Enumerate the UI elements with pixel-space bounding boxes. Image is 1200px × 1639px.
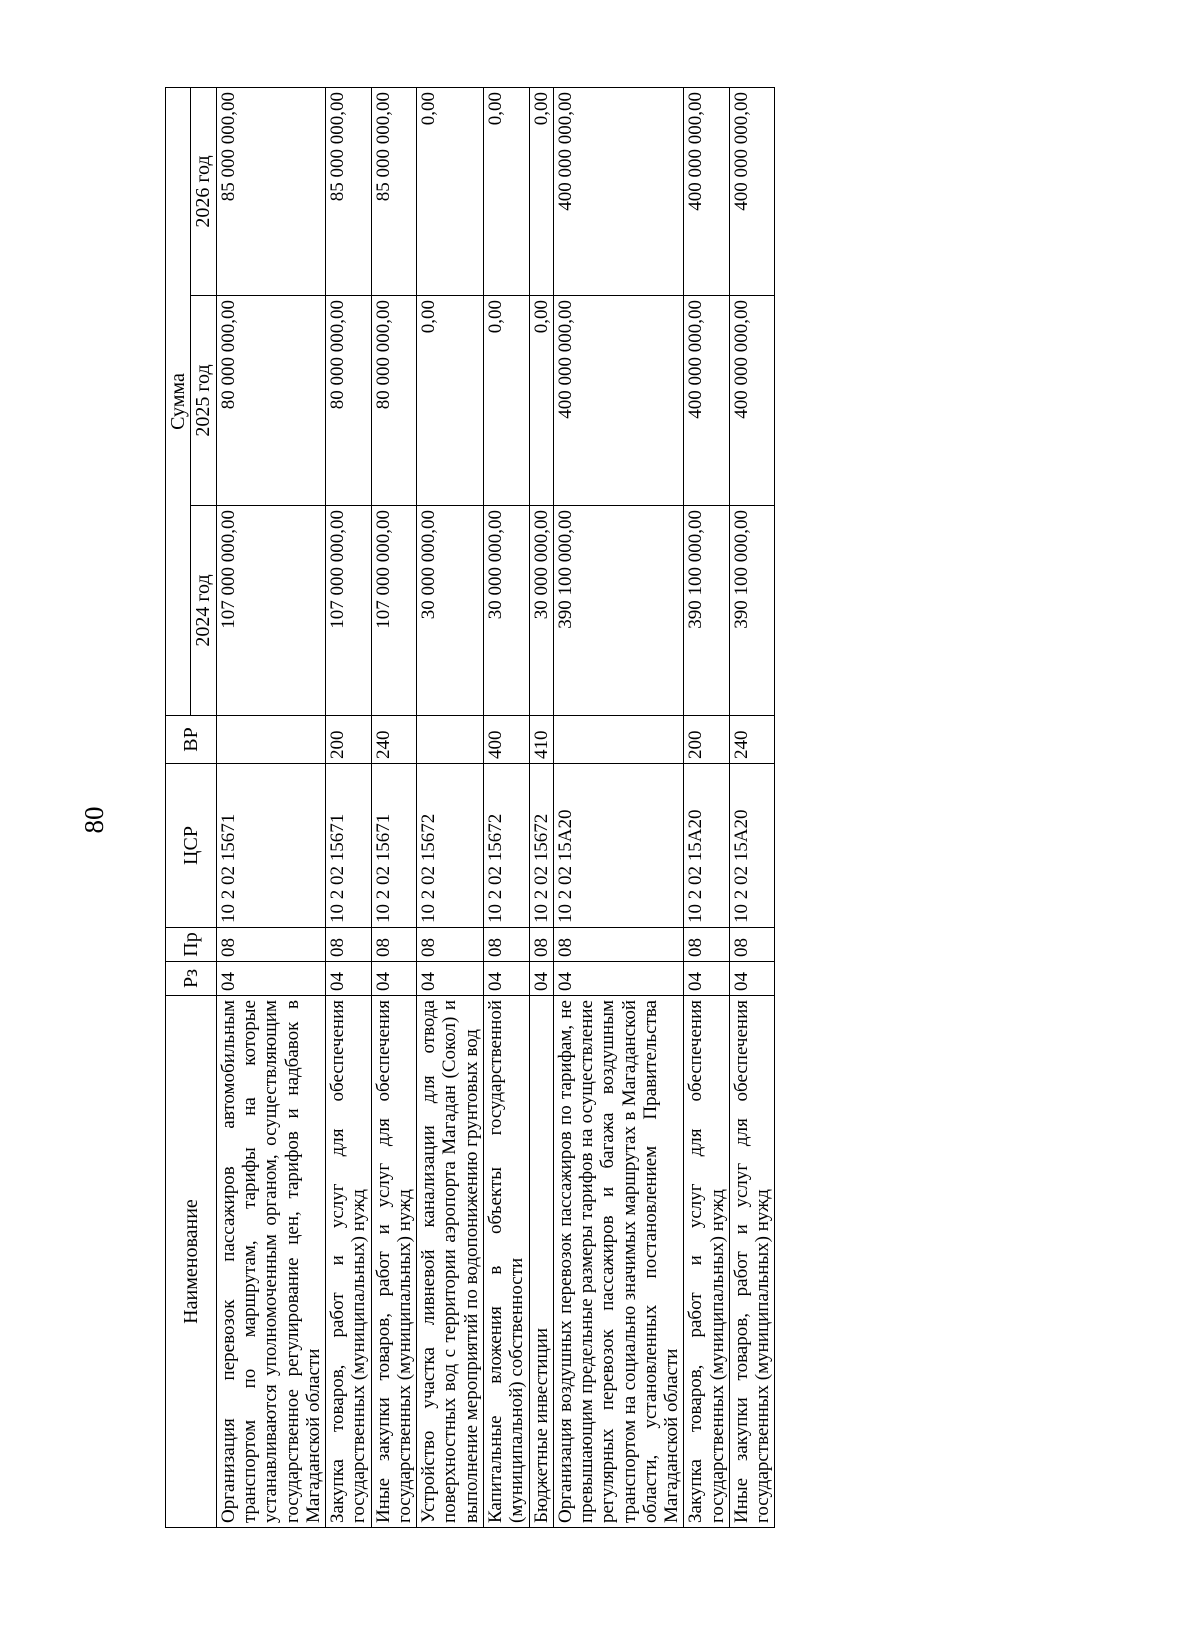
cell-2024: 390 100 000,00 <box>553 506 684 716</box>
cell-vr: 410 <box>529 716 553 764</box>
cell-rz: 04 <box>216 962 325 996</box>
cell-2025: 0,00 <box>417 296 484 506</box>
cell-csr: 10 2 02 15672 <box>483 764 529 928</box>
cell-pr: 08 <box>216 928 325 962</box>
cell-2025: 400 000 000,00 <box>729 296 775 506</box>
cell-pr: 08 <box>483 928 529 962</box>
cell-csr: 10 2 02 15671 <box>326 764 372 928</box>
table-row <box>553 87 684 1527</box>
cell-2026: 0,00 <box>529 87 553 295</box>
cell-name: Иные закупки товаров, работ и услуг для обеспечения государственных (муниципальных) нужд <box>729 996 775 1528</box>
cell-rz: 04 <box>417 962 484 996</box>
cell-2026: 400 000 000,00 <box>684 87 730 295</box>
header-vr: ВР <box>166 716 217 764</box>
header-2025: 2025 год <box>191 296 216 506</box>
cell-name: Устройство участка ливневой канализации для отвода поверхностных вод с территории аэропорта Магадан (Сокол) и выполнение мероприятий по водопонижению грунтовых вод <box>417 996 484 1528</box>
cell-2026: 0,00 <box>483 87 529 295</box>
cell-2024: 30 000 000,00 <box>529 506 553 716</box>
cell-rz: 04 <box>729 962 775 996</box>
cell-2025: 80 000 000,00 <box>371 296 417 506</box>
cell-csr: 10 2 02 15А20 <box>553 764 684 928</box>
cell-2024: 30 000 000,00 <box>483 506 529 716</box>
cell-2026: 85 000 000,00 <box>371 87 417 295</box>
cell-name: Капитальные вложения в объекты государственной (муниципальной) собственности <box>483 996 529 1528</box>
cell-2025: 400 000 000,00 <box>684 296 730 506</box>
cell-name: Закупка товаров, работ и услуг для обеспечения государственных (муниципальных) нужд <box>326 996 372 1528</box>
cell-rz: 04 <box>684 962 730 996</box>
cell-vr <box>553 716 684 764</box>
cell-vr: 200 <box>326 716 372 764</box>
cell-pr: 08 <box>529 928 553 962</box>
cell-csr: 10 2 02 15672 <box>529 764 553 928</box>
header-csr: ЦСР <box>166 764 217 928</box>
cell-csr: 10 2 02 15672 <box>417 764 484 928</box>
header-sum: Сумма <box>166 87 191 715</box>
cell-2024: 390 100 000,00 <box>684 506 730 716</box>
header-2024: 2024 год <box>191 506 216 716</box>
cell-2024: 30 000 000,00 <box>417 506 484 716</box>
cell-pr: 08 <box>729 928 775 962</box>
budget-table <box>165 87 775 1528</box>
cell-rz: 04 <box>553 962 684 996</box>
cell-csr: 10 2 02 15671 <box>216 764 325 928</box>
cell-2025: 0,00 <box>483 296 529 506</box>
cell-vr: 240 <box>371 716 417 764</box>
cell-2026: 0,00 <box>417 87 484 295</box>
table-row <box>326 87 372 1527</box>
header-row-1 <box>166 87 191 1527</box>
cell-name: Бюджетные инвестиции <box>529 996 553 1528</box>
header-pr: Пр <box>166 928 217 962</box>
table-row <box>529 87 553 1527</box>
cell-rz: 04 <box>529 962 553 996</box>
cell-2024: 107 000 000,00 <box>371 506 417 716</box>
cell-2026: 400 000 000,00 <box>553 87 684 295</box>
header-2026: 2026 год <box>191 87 216 295</box>
cell-csr: 10 2 02 15А20 <box>729 764 775 928</box>
cell-csr: 10 2 02 15А20 <box>684 764 730 928</box>
table-row <box>483 87 529 1527</box>
cell-pr: 08 <box>553 928 684 962</box>
cell-rz: 04 <box>483 962 529 996</box>
table-row <box>216 87 325 1527</box>
cell-csr: 10 2 02 15671 <box>371 764 417 928</box>
table-row <box>684 87 730 1527</box>
table-row <box>371 87 417 1527</box>
cell-2024: 107 000 000,00 <box>326 506 372 716</box>
cell-pr: 08 <box>371 928 417 962</box>
cell-name: Организация воздушных перевозок пассажиров по тарифам, не превышающим предельные размеры тарифов на осуществление регулярных перевозок пассажиров и багажа воздушным транспортом на социально значимых маршрутах в Магаданской области, установленных постановлением Правительства Магаданской области <box>553 996 684 1528</box>
cell-2025: 80 000 000,00 <box>216 296 325 506</box>
table-row <box>729 87 775 1527</box>
header-rz: Рз <box>166 962 217 996</box>
cell-pr: 08 <box>684 928 730 962</box>
cell-vr: 200 <box>684 716 730 764</box>
page-number: 80 <box>79 806 109 834</box>
cell-rz: 04 <box>326 962 372 996</box>
table-row <box>417 87 484 1527</box>
cell-2025: 0,00 <box>529 296 553 506</box>
cell-vr: 240 <box>729 716 775 764</box>
header-name: Наименование <box>166 996 217 1528</box>
cell-pr: 08 <box>326 928 372 962</box>
cell-2026: 85 000 000,00 <box>326 87 372 295</box>
cell-vr <box>216 716 325 764</box>
cell-2026: 400 000 000,00 <box>729 87 775 295</box>
cell-vr: 400 <box>483 716 529 764</box>
cell-pr: 08 <box>417 928 484 962</box>
cell-2025: 80 000 000,00 <box>326 296 372 506</box>
cell-2024: 107 000 000,00 <box>216 506 325 716</box>
cell-2026: 85 000 000,00 <box>216 87 325 295</box>
cell-2025: 400 000 000,00 <box>553 296 684 506</box>
cell-name: Организация перевозок пассажиров автомобильным транспортом по маршрутам, тарифы на которые устанавливаются уполномоченным органом, осуществляющим государственное регулирование цен, тарифов и надбавок в Магаданской области <box>216 996 325 1528</box>
cell-name: Иные закупки товаров, работ и услуг для обеспечения государственных (муниципальных) нужд <box>371 996 417 1528</box>
cell-rz: 04 <box>371 962 417 996</box>
cell-2024: 390 100 000,00 <box>729 506 775 716</box>
cell-name: Закупка товаров, работ и услуг для обеспечения государственных (муниципальных) нужд <box>684 996 730 1528</box>
rotated-table-container <box>165 88 915 1528</box>
cell-vr <box>417 716 484 764</box>
